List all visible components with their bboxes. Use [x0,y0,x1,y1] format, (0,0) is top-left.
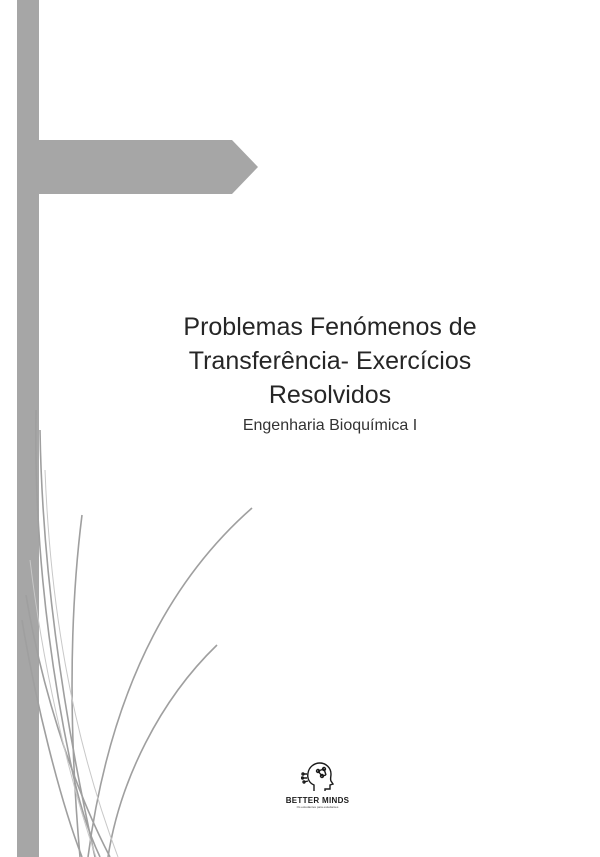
title-block [130,310,530,437]
document-title: Problemas Fenómenos de Transferência- Exercícios Resolvidos [183,313,477,409]
logo-name: BETTER MINDS [285,796,350,805]
better-minds-logo [270,760,365,809]
logo-tagline: Os estudantes para estudantes [296,805,339,809]
document-subtitle: Engenharia Bioquímica I [242,417,418,434]
head-with-circuit-icon [301,760,335,794]
